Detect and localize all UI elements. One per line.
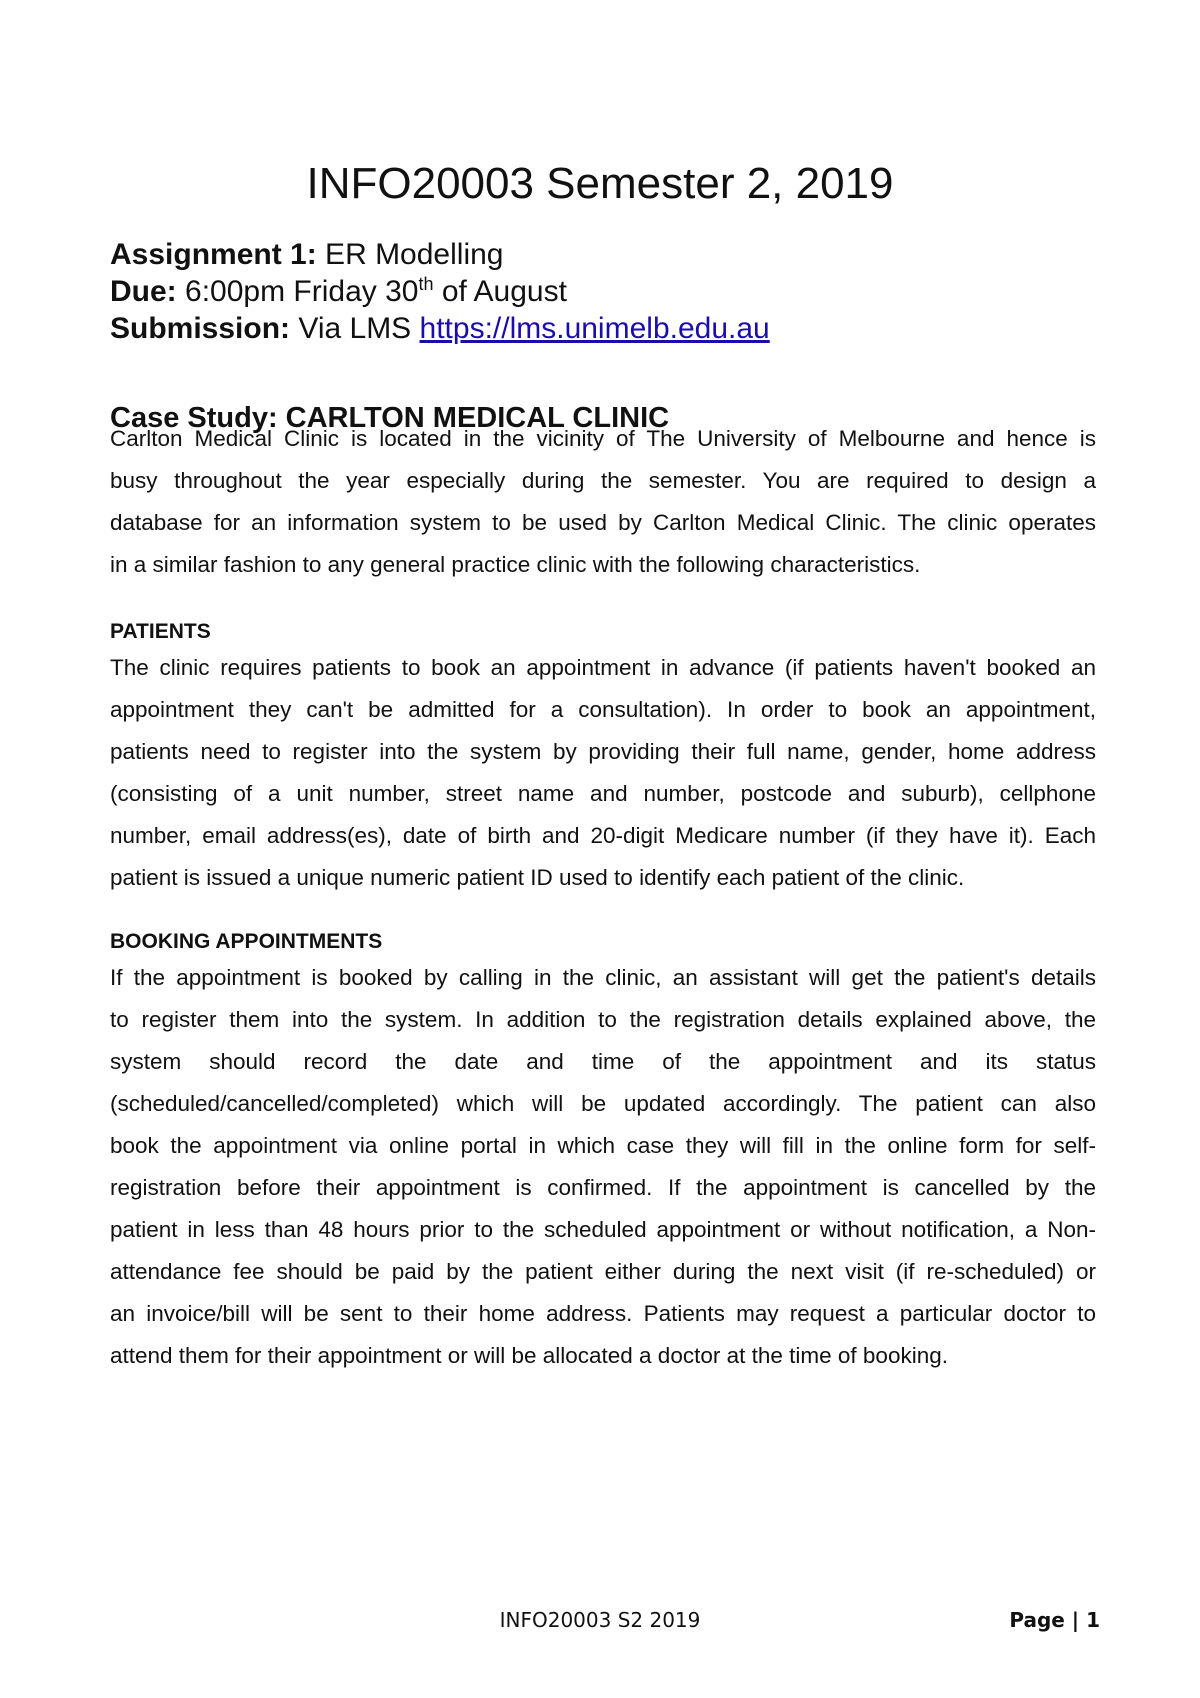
intro-line: Carlton Medical Clinic is located in the vicinity of The University of Melbourne and hence is <box>110 426 1096 451</box>
intro-line: busy throughout the year especially during the semester. You are required to design a <box>110 468 1096 493</box>
due-value-prefix: 6:00pm Friday 30 <box>176 275 419 308</box>
lms-link[interactable]: https://lms.unimelb.edu.au <box>419 312 770 345</box>
booking-line: (scheduled/cancelled/completed) which will be updated accordingly. The patient can also <box>110 1091 1096 1116</box>
patients-line: appointment they can't be admitted for a consultation). In order to book an appointment, <box>110 697 1096 722</box>
submission-line <box>110 310 770 347</box>
booking-line: attendance fee should be paid by the patient either during the next visit (if re-scheduled) or <box>110 1259 1096 1284</box>
booking-line: registration before their appointment is confirmed. If the appointment is cancelled by the <box>110 1175 1096 1200</box>
due-value-suffix: of August <box>433 275 567 308</box>
submission-label: Submission: <box>110 312 291 345</box>
due-value-sup: th <box>418 274 434 294</box>
assignment-value: ER Modelling <box>316 238 504 271</box>
submission-value: Via LMS <box>290 312 420 345</box>
footer-page-number: Page | 1 <box>1009 1608 1100 1632</box>
booking-line: to register them into the system. In addition to the registration details explained above, the <box>110 1007 1096 1032</box>
patients-line: patient is issued a unique numeric patient ID used to identify each patient of the clinic. <box>110 865 965 890</box>
intro-line: database for an information system to be used by Carlton Medical Clinic. The clinic operates <box>110 510 1096 535</box>
due-label: Due: <box>110 275 177 308</box>
booking-line: system should record the date and time of the appointment and its status <box>110 1049 1096 1074</box>
booking-line: book the appointment via online portal in which case they will fill in the online form for self- <box>110 1133 1096 1158</box>
case-study-heading: Case Study: CARLTON MEDICAL CLINIC <box>110 402 670 434</box>
booking-line: patient in less than 48 hours prior to the scheduled appointment or without notification, a Non- <box>110 1217 1096 1242</box>
patients-paragraph <box>110 647 1096 899</box>
assignment-label: Assignment 1: <box>110 238 317 271</box>
booking-paragraph <box>110 957 1096 1377</box>
assignment-line <box>110 236 770 273</box>
assignment-meta <box>110 236 770 347</box>
booking-line: an invoice/bill will be sent to their home address. Patients may request a particular doctor to <box>110 1301 1096 1326</box>
patients-line: number, email address(es), date of birth and 20-digit Medicare number (if they have it). Each <box>110 823 1096 848</box>
intro-line: in a similar fashion to any general practice clinic with the following characteristics. <box>110 552 921 577</box>
patients-line: (consisting of a unit number, street name and number, postcode and suburb), cellphone <box>110 781 1096 806</box>
footer-course: INFO20003 S2 2019 <box>499 1608 701 1632</box>
due-line <box>110 273 770 310</box>
patients-line: The clinic requires patients to book an appointment in advance (if patients haven't booked an <box>110 655 1096 680</box>
intro-paragraph <box>110 418 1096 586</box>
booking-line: attend them for their appointment or will be allocated a doctor at the time of booking. <box>110 1343 948 1368</box>
patients-heading: PATIENTS <box>110 620 211 643</box>
page-title: INFO20003 Semester 2, 2019 <box>306 159 894 208</box>
patients-line: patients need to register into the system by providing their full name, gender, home address <box>110 739 1096 764</box>
booking-line: If the appointment is booked by calling in the clinic, an assistant will get the patient's details <box>110 965 1096 990</box>
booking-heading: BOOKING APPOINTMENTS <box>110 930 383 953</box>
